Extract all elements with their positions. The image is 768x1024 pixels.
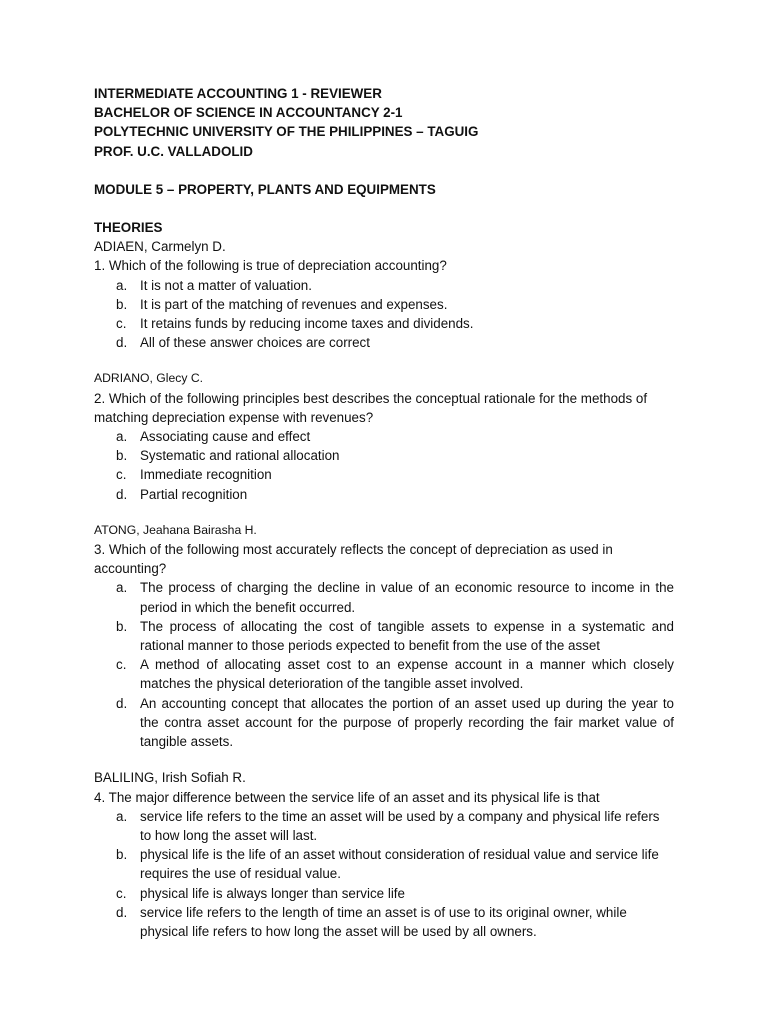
choice-letter: a. [116, 808, 128, 824]
choice-item [94, 446, 674, 465]
choice-letter: b. [116, 618, 128, 634]
module-title: MODULE 5 – PROPERTY, PLANTS AND EQUIPMENTS [94, 181, 436, 197]
question-text: 1. Which of the following is true of depreciation accounting? [94, 258, 447, 274]
choice-item [94, 694, 674, 752]
document-header [94, 84, 674, 161]
choice-item [94, 807, 674, 845]
choice-item [94, 333, 674, 352]
question-block-4 [94, 768, 674, 941]
choice-text: Associating cause and effect [140, 429, 311, 445]
choice-letter: b. [116, 296, 128, 312]
choice-item [94, 903, 674, 941]
choice-item [94, 845, 674, 883]
choice-item [94, 617, 674, 655]
question-text: 3. Which of the following most accurately reflects the concept of depreciation as used in accounting? [94, 542, 613, 577]
choice-letter: b. [116, 847, 128, 863]
choice-item [94, 884, 674, 903]
author-name: ADIAEN, Carmelyn D. [94, 239, 226, 255]
choice-letter: c. [116, 885, 127, 901]
choice-text: Partial recognition [140, 486, 248, 502]
choice-letter: a. [116, 580, 128, 596]
choice-item [94, 276, 674, 295]
choice-text: Immediate recognition [140, 467, 272, 483]
choice-text: It is not a matter of valuation. [140, 277, 312, 293]
choice-text: The process of charging the decline in value of an economic resource to income in the period in which the benefit occurred. [140, 580, 674, 615]
choice-letter: a. [116, 429, 128, 445]
choice-item [94, 295, 674, 314]
header-line-3: POLYTECHNIC UNIVERSITY OF THE PHILIPPINES – TAGUIG [94, 124, 479, 140]
choice-item [94, 485, 674, 504]
choice-list [94, 276, 674, 353]
choice-item [94, 655, 674, 693]
choice-text: It retains funds by reducing income taxes and dividends. [140, 316, 474, 332]
author-name: ATONG, Jeahana Bairasha H. [94, 522, 257, 537]
choice-letter: c. [116, 467, 127, 483]
choice-letter: c. [116, 316, 127, 332]
choice-item [94, 427, 674, 446]
choice-text: physical life is the life of an asset without consideration of residual value and service life requires the use of residual value. [140, 847, 659, 882]
section-title: THEORIES [94, 220, 163, 236]
choice-item [94, 465, 674, 484]
choice-letter: d. [116, 904, 128, 920]
choice-text: An accounting concept that allocates the portion of an asset used up during the year to the contra asset account for the purpose of properly recording the fair market value of tangible assets. [140, 695, 674, 750]
question-text: 2. Which of the following principles best describes the conceptual rationale for the methods of matching depreciation expense with revenues? [94, 390, 648, 425]
choice-list [94, 807, 674, 941]
choice-letter: b. [116, 448, 128, 464]
author-name: BALILING, Irish Sofiah R. [94, 770, 246, 786]
choice-text: service life refers to the time an asset will be used by a company and physical life refers to how long the asset will last. [140, 808, 660, 843]
question-block-3 [94, 521, 674, 751]
choice-list [94, 578, 674, 751]
question-text: 4. The major difference between the service life of an asset and its physical life is that [94, 789, 600, 805]
question-block-1 [94, 237, 674, 352]
header-line-1: INTERMEDIATE ACCOUNTING 1 - REVIEWER [94, 86, 382, 101]
choice-item [94, 578, 674, 616]
choice-letter: d. [116, 695, 128, 711]
choice-list [94, 427, 674, 504]
choice-letter: a. [116, 277, 128, 293]
header-line-4: PROF. U.C. VALLADOLID [94, 143, 253, 159]
header-line-2: BACHELOR OF SCIENCE IN ACCOUNTANCY 2-1 [94, 105, 403, 121]
choice-text: Systematic and rational allocation [140, 448, 340, 464]
choice-text: service life refers to the length of time an asset is of use to its original owner, while physical life refers to how long the asset will be used by all owners. [140, 904, 627, 939]
choice-text: It is part of the matching of revenues and expenses. [140, 296, 448, 312]
choice-letter: d. [116, 486, 128, 502]
choice-letter: d. [116, 335, 128, 351]
choice-item [94, 314, 674, 333]
question-block-2 [94, 369, 674, 503]
author-name: ADRIANO, Glecy C. [94, 371, 204, 386]
choice-text: physical life is always longer than service life [140, 885, 405, 901]
choice-text: The process of allocating the cost of tangible assets to expense in a systematic and rational manner to those periods expected to benefit from the use of the asset [140, 618, 674, 654]
choice-text: A method of allocating asset cost to an expense account in a manner which closely matches the physical deterioration of the tangible asset involved. [140, 657, 674, 692]
choice-letter: c. [116, 657, 127, 673]
choice-text: All of these answer choices are correct [140, 335, 370, 351]
